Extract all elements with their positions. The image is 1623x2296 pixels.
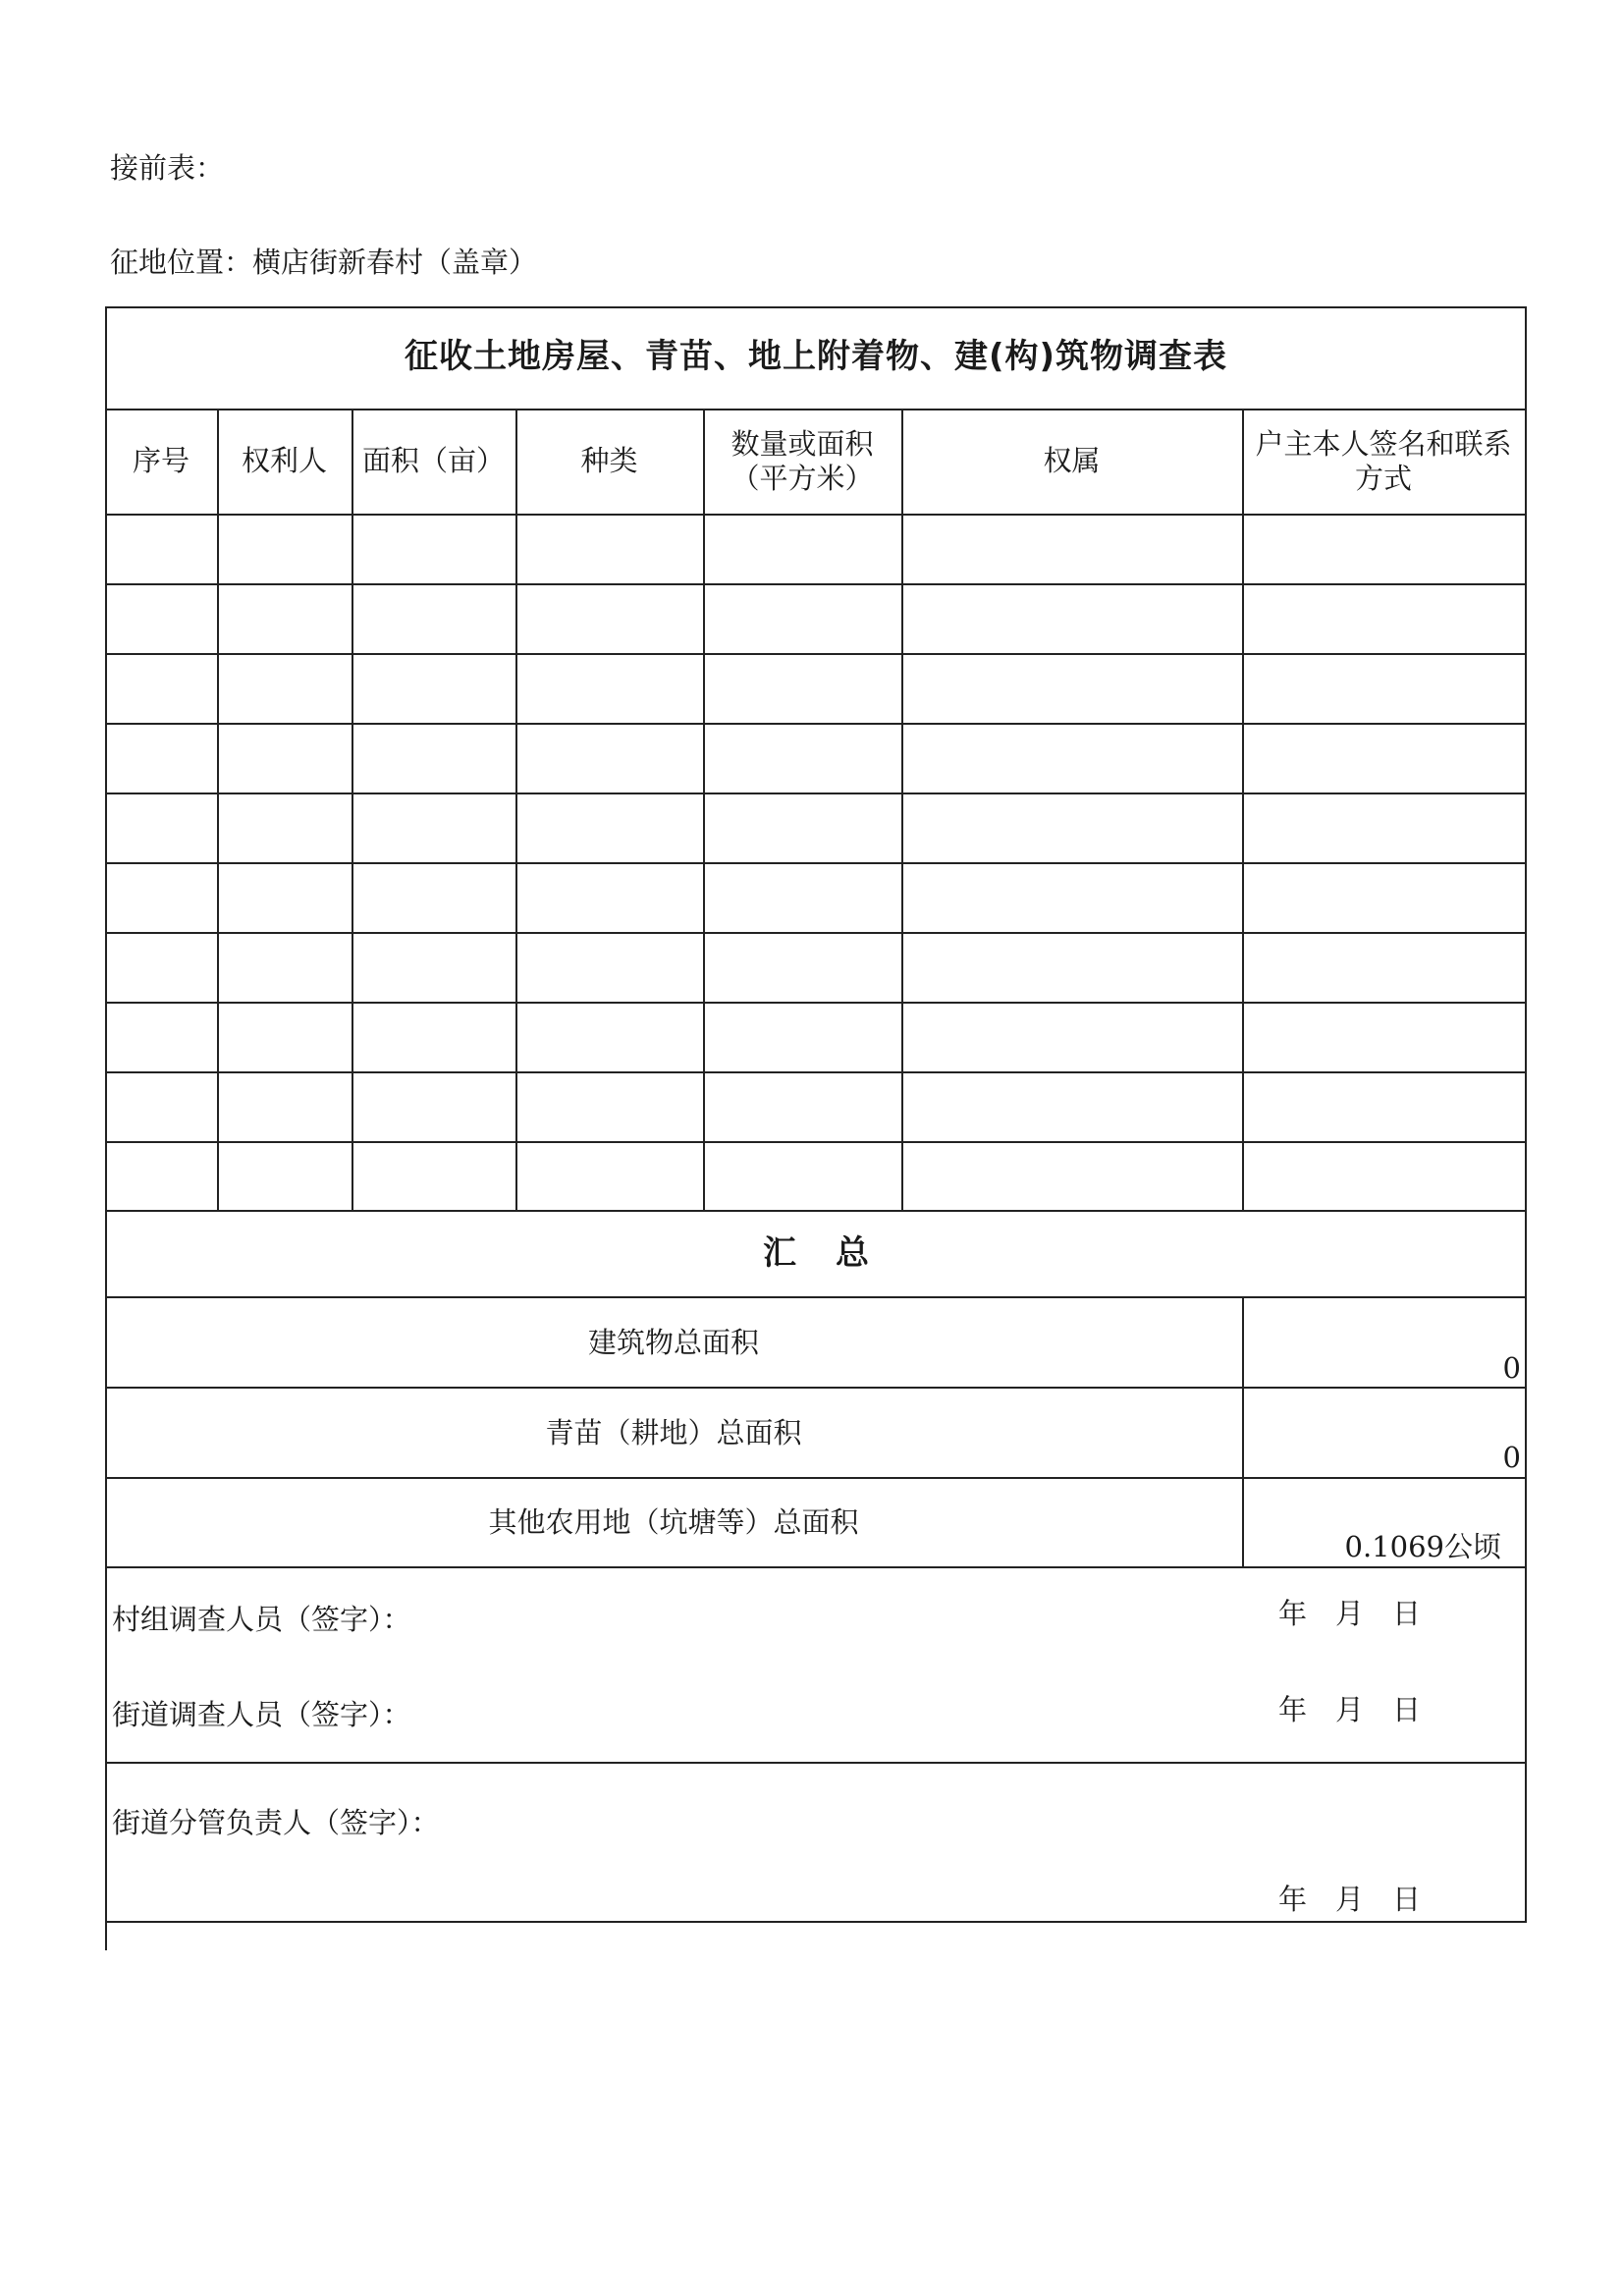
col-header-quantity: 数量或面积 （平方米） bbox=[730, 426, 874, 495]
signature-label-street-surveyor: 街道调查人员（签字）： bbox=[112, 1698, 411, 1731]
table-title: 征收土地房屋、青苗、地上附着物、建(构)筑物调查表 bbox=[404, 337, 1228, 376]
table-border-right bbox=[1525, 306, 1527, 1921]
col-header-signature-contact: 户主本人签名和联系 方式 bbox=[1255, 426, 1512, 495]
signature-label-street-supervisor: 街道分管负责人（签字）： bbox=[112, 1806, 440, 1839]
col-header-area-mu: 面积（亩） bbox=[361, 444, 505, 478]
table-border-left bbox=[105, 306, 107, 1950]
summary-value-crop-area: 0 bbox=[1502, 1441, 1521, 1474]
table-border-bottom bbox=[105, 1921, 1527, 1923]
summary-label-other-farmland-area: 其他农用地（坑塘等）总面积 bbox=[488, 1505, 859, 1539]
location-label: 征地位置：横店街新春村（盖章） bbox=[110, 246, 538, 279]
col-header-index: 序号 bbox=[132, 444, 189, 478]
col-header-type: 种类 bbox=[580, 444, 638, 478]
col-header-ownership: 权属 bbox=[1043, 444, 1101, 478]
summary-label-crop-area: 青苗（耕地）总面积 bbox=[545, 1416, 802, 1449]
continued-label: 接前表： bbox=[110, 151, 225, 185]
summary-value-building-area: 0 bbox=[1502, 1351, 1521, 1385]
signature-date-village-surveyor: 年 月 日 bbox=[1278, 1597, 1422, 1630]
summary-heading: 汇总 bbox=[763, 1233, 908, 1273]
signature-date-street-supervisor: 年 月 日 bbox=[1278, 1883, 1422, 1916]
signature-date-street-surveyor: 年 月 日 bbox=[1278, 1693, 1422, 1726]
table-border-top bbox=[105, 306, 1527, 308]
summary-label-building-area: 建筑物总面积 bbox=[587, 1326, 759, 1359]
summary-value-other-farmland-area: 0.1069公顷 bbox=[1344, 1530, 1501, 1563]
signature-label-village-surveyor: 村组调查人员（签字）： bbox=[112, 1603, 411, 1636]
col-header-owner: 权利人 bbox=[241, 444, 327, 478]
